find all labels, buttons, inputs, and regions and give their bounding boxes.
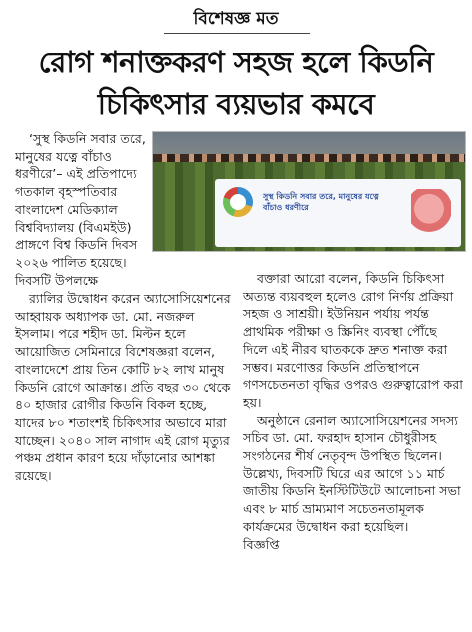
paragraph-3: বক্তারা আরো বলেন, কিডনি চিকিৎসা অত্যন্ত ব্যয়বহুল হলেও রোগ নির্ণয় প্রক্রিয়া সহজ ও সাশ্রয়ী। ইউনিয়ন পর্যায় পর্যন্ত প্রাথমিক পরীক্ষা ও স্ক্রিনিং ব্যবস্থা পৌঁছে দিলে এই নীরব ঘাতককে দ্রুত শনাক্ত করা সম্ভব। মরণোত্তর কিডনি প্রতিস্থাপনে গণসচেতনতা বৃদ্ধির ওপরও গুরুত্বারোপ করা হয়। (243, 271, 463, 410)
article-lead (15, 130, 150, 288)
signoff: বিজ্ঞপ্তি (243, 536, 280, 552)
article-left-column (15, 290, 233, 485)
banner-slogan: সুস্থ কিডনি সবার তরে, মানুষের যত্নে বাঁচাও ধরণীরে (263, 192, 379, 212)
kidney-icon (411, 189, 451, 233)
paragraph-4: অনুষ্ঠানে রেনাল অ্যাসোসিয়েশনের সদস্য সচিব ডা. মো. ফরহাদ হাসান চৌধুরীসহ সংগঠনের শীর্ষ নেতৃবৃন্দ উপস্থিত ছিলেন। উল্লেখ্য, দিবসটি ঘিরে এর আগে ১১ মার্চ জাতীয় কিডনি ইনস্টিটিউটে আলোচনা সভা এবং ৮ মার্চ ভ্রাম্যমাণ সচেতনতামূলক কার্যক্রমের উদ্বোধন করা হয়েছিল। (243, 412, 461, 534)
headline-line-1: রোগ শনাক্তকরণ সহজ হলে কিডনি (38, 45, 434, 79)
paragraph-2: র‍্যালির উদ্বোধন করেন অ্যাসোসিয়েশনের আহ্বায়ক অধ্যাপক ডা. মো. নজরুল ইসলাম। পরে শহীদ ডা. মিল্টন হলে আয়োজিত সেমিনারে বিশেষজ্ঞরা বলেন, বাংলাদেশে প্রায় তিন কোটি ৮২ লাখ মানুষ কিডনি রোগে আক্রান্ত। প্রতি বছর ৩০ থেকে ৪০ হাজার রোগীর কিডনি বিকল হচ্ছে, যাদের ৮০ শতাংশই চিকিৎসার অভাবে মারা যাচ্ছেন। ২০৪০ সাল নাগাদ এই রোগ মৃত্যুর পঞ্চম প্রধান কারণ হয়ে দাঁড়ানোর আশঙ্কা রয়েছে। (15, 291, 231, 484)
association-logo-icon (223, 187, 253, 217)
article-right-column (243, 270, 465, 553)
headline-line-2: চিকিৎসার ব্যয়ভার কমবে (97, 87, 375, 121)
news-photo (152, 131, 466, 252)
kicker: বিশেষজ্ঞ মত (193, 9, 279, 29)
lead-paragraph: ‘সুস্থ কিডনি সবার তরে, মানুষের যত্নে বাঁচাও ধরণীরে’– এই প্রতিপাদ্যে গতকাল বৃহস্পতিবার বাংলাদেশ মেডিক্যাল বিশ্ববিদ্যালয় (বিএমইউ) প্রাঙ্গণে বিশ্ব কিডনি দিবস ২০২৬ পালিত হয়েছে। দিবসটি উপলক্ষে (15, 131, 146, 288)
rally-banner (215, 179, 461, 247)
kicker-underline (164, 33, 310, 34)
